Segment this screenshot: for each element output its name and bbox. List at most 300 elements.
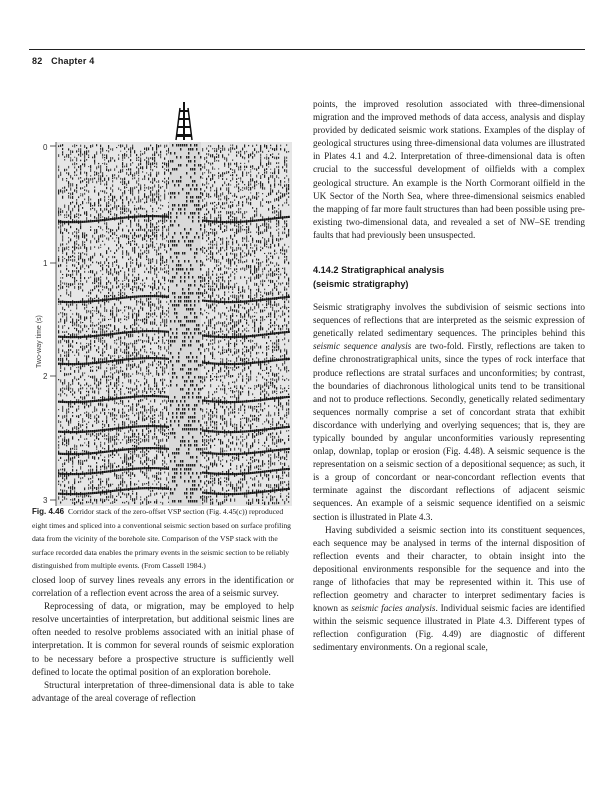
trace-mark: [96, 433, 97, 436]
trace-mark: [140, 187, 141, 189]
trace-mark: [132, 421, 133, 423]
trace-mark: [136, 243, 137, 245]
trace-mark: [118, 328, 119, 331]
trace-mark: [218, 397, 219, 399]
trace-mark: [68, 249, 69, 250]
trace-mark: [156, 316, 157, 317]
trace-mark: [132, 343, 133, 346]
trace-mark: [206, 339, 207, 341]
trace-mark: [160, 391, 161, 394]
trace-mark: [102, 355, 103, 357]
trace-mark: [154, 334, 155, 336]
trace-mark: [210, 384, 211, 387]
trace-mark: [204, 166, 205, 169]
trace-mark: [124, 319, 125, 321]
trace-mark: [222, 238, 223, 241]
trace-mark: [206, 373, 207, 375]
header-rule: [29, 49, 585, 50]
trace-mark: [118, 247, 119, 249]
trace-mark: [118, 280, 119, 281]
trace-mark: [244, 187, 245, 189]
trace-mark: [246, 312, 247, 314]
trace-mark: [214, 148, 215, 149]
trace-mark: [122, 373, 123, 376]
trace-mark: [118, 361, 119, 364]
trace-mark: [122, 145, 123, 147]
trace-mark: [244, 256, 245, 257]
trace-mark: [132, 457, 133, 460]
trace-mark: [88, 154, 89, 155]
trace-mark: [240, 292, 241, 293]
trace-mark: [116, 237, 117, 238]
trace-mark: [208, 451, 209, 452]
trace-mark: [134, 421, 135, 423]
trace-mark: [92, 328, 93, 330]
trace-mark: [134, 453, 135, 454]
trace-mark: [266, 496, 267, 498]
trace-mark: [244, 276, 245, 278]
trace-mark: [90, 199, 91, 201]
trace-mark: [60, 424, 61, 427]
trace-mark: [114, 261, 115, 263]
trace-mark: [128, 375, 129, 377]
trace-mark: [210, 379, 211, 381]
trace-mark: [130, 429, 131, 431]
trace-mark: [250, 420, 251, 422]
trace-mark: [126, 472, 127, 475]
trace-mark: [76, 319, 77, 322]
trace-mark: [150, 240, 151, 242]
trace-mark: [76, 313, 77, 316]
trace-mark: [156, 385, 157, 388]
trace-mark: [74, 157, 75, 158]
trace-mark: [262, 165, 263, 168]
trace-mark: [250, 291, 251, 294]
trace-mark: [210, 496, 211, 498]
trace-mark: [132, 346, 133, 347]
trace-mark: [64, 367, 65, 370]
trace-mark: [222, 231, 223, 233]
trace-mark: [244, 144, 245, 147]
trace-mark: [218, 265, 219, 266]
trace-mark: [130, 168, 131, 170]
trace-mark: [88, 501, 89, 502]
trace-mark: [208, 370, 209, 372]
trace-mark: [204, 252, 205, 254]
trace-mark: [108, 441, 109, 443]
trace-mark: [76, 235, 77, 237]
trace-mark: [72, 313, 73, 314]
trace-mark: [238, 448, 239, 450]
trace-mark: [154, 493, 155, 496]
trace-mark: [208, 331, 209, 334]
trace-mark: [240, 154, 241, 157]
trace-mark: [204, 190, 205, 192]
trace-mark: [230, 442, 231, 444]
trace-mark: [106, 385, 107, 387]
trace-mark: [272, 294, 273, 296]
trace-mark: [72, 321, 73, 324]
trace-mark: [112, 367, 113, 370]
trace-mark: [148, 163, 149, 165]
trace-mark: [258, 228, 259, 231]
trace-mark: [270, 234, 271, 237]
trace-mark: [252, 247, 253, 248]
trace-mark: [154, 247, 155, 248]
trace-mark: [118, 475, 119, 476]
trace-mark: [260, 387, 261, 390]
trace-mark: [164, 466, 165, 467]
trace-mark: [80, 286, 81, 289]
trace-mark: [222, 396, 223, 397]
trace-mark: [110, 346, 111, 349]
trace-mark: [220, 379, 221, 381]
trace-mark: [142, 303, 143, 305]
trace-mark: [158, 336, 159, 338]
trace-mark: [236, 457, 237, 460]
trace-mark: [124, 481, 125, 483]
trace-mark: [152, 223, 153, 225]
trace-mark: [148, 262, 149, 264]
trace-mark: [90, 403, 91, 406]
trace-mark: [94, 378, 95, 381]
trace-mark: [140, 298, 141, 299]
trace-mark: [100, 178, 101, 180]
trace-mark: [68, 283, 69, 285]
trace-mark: [104, 301, 105, 303]
trace-mark: [234, 397, 235, 398]
trace-mark: [262, 454, 263, 456]
trace-mark: [266, 240, 267, 243]
trace-mark: [160, 304, 161, 307]
trace-mark: [244, 196, 245, 197]
trace-mark: [160, 187, 161, 189]
trace-mark: [232, 159, 233, 161]
trace-mark: [58, 351, 59, 353]
trace-mark: [238, 304, 239, 307]
trace-mark: [162, 451, 163, 453]
trace-mark: [164, 472, 165, 474]
trace-mark: [134, 244, 135, 245]
trace-mark: [70, 457, 71, 460]
trace-mark: [132, 439, 133, 441]
trace-mark: [120, 223, 121, 225]
trace-mark: [84, 384, 85, 385]
trace-mark: [228, 205, 229, 208]
trace-mark: [150, 420, 151, 423]
trace-mark: [132, 286, 133, 288]
trace-mark: [166, 493, 167, 494]
trace-mark: [202, 292, 203, 294]
trace-mark: [122, 178, 123, 180]
trace-mark: [136, 423, 137, 424]
trace-mark: [268, 456, 269, 457]
trace-mark: [108, 288, 109, 291]
trace-mark: [154, 166, 155, 167]
trace-mark: [236, 253, 237, 256]
trace-mark: [102, 424, 103, 426]
trace-mark: [224, 313, 225, 316]
trace-mark: [122, 421, 123, 424]
trace-mark: [110, 295, 111, 296]
trace-mark: [228, 171, 229, 173]
trace-mark: [226, 328, 227, 331]
trace-mark: [86, 316, 87, 319]
trace-mark: [224, 435, 225, 437]
trace-mark: [80, 495, 81, 496]
trace-mark: [224, 225, 225, 226]
trace-mark: [62, 282, 63, 283]
trace-mark: [228, 291, 229, 292]
trace-mark: [206, 259, 207, 261]
trace-mark: [160, 502, 161, 503]
trace-mark: [138, 274, 139, 276]
trace-mark: [104, 208, 105, 211]
trace-mark: [138, 390, 139, 392]
trace-mark: [124, 309, 125, 311]
trace-mark: [74, 247, 75, 250]
trace-mark: [254, 168, 255, 170]
trace-mark: [138, 313, 139, 316]
trace-mark: [154, 360, 155, 361]
trace-mark: [126, 187, 127, 188]
trace-mark: [106, 499, 107, 501]
trace-mark: [82, 397, 83, 400]
trace-mark: [134, 436, 135, 437]
trace-mark: [160, 255, 161, 258]
trace-mark: [96, 309, 97, 312]
trace-mark: [234, 405, 235, 408]
trace-mark: [126, 151, 127, 152]
trace-mark: [162, 339, 163, 342]
trace-mark: [74, 171, 75, 173]
trace-mark: [68, 205, 69, 207]
trace-mark: [110, 229, 111, 232]
trace-mark: [128, 379, 129, 382]
trace-mark: [104, 468, 105, 470]
trace-mark: [260, 406, 261, 407]
trace-mark: [250, 465, 251, 468]
trace-mark: [256, 268, 257, 271]
trace-mark: [76, 324, 77, 326]
trace-mark: [214, 445, 215, 446]
trace-mark: [244, 367, 245, 369]
trace-mark: [100, 498, 101, 501]
trace-mark: [224, 250, 225, 252]
trace-mark: [146, 439, 147, 442]
trace-mark: [128, 459, 129, 460]
trace-mark: [262, 183, 263, 186]
trace-mark: [208, 273, 209, 275]
trace-mark: [96, 217, 97, 219]
trace-mark: [80, 256, 81, 259]
trace-mark: [210, 232, 211, 233]
trace-mark: [134, 355, 135, 357]
trace-mark: [226, 159, 227, 161]
trace-mark: [134, 187, 135, 190]
trace-mark: [270, 201, 271, 202]
trace-mark: [262, 423, 263, 424]
trace-mark: [218, 225, 219, 227]
trace-mark: [144, 340, 145, 341]
trace-mark: [122, 169, 123, 172]
trace-mark: [208, 280, 209, 282]
trace-mark: [234, 234, 235, 236]
trace-mark: [88, 310, 89, 312]
trace-mark: [260, 247, 261, 248]
trace-mark: [238, 204, 239, 206]
trace-mark: [146, 219, 147, 222]
trace-mark: [156, 382, 157, 385]
trace-mark: [262, 231, 263, 234]
trace-mark: [152, 267, 153, 269]
trace-mark: [262, 268, 263, 269]
trace-mark: [164, 219, 165, 222]
trace-mark: [212, 463, 213, 466]
trace-mark: [108, 216, 109, 218]
trace-mark: [204, 349, 205, 352]
trace-mark: [248, 286, 249, 288]
trace-mark: [74, 231, 75, 233]
trace-mark: [254, 477, 255, 480]
trace-mark: [212, 411, 213, 414]
trace-mark: [84, 346, 85, 349]
trace-mark: [80, 502, 81, 505]
trace-mark: [138, 253, 139, 256]
trace-mark: [268, 220, 269, 222]
trace-mark: [238, 394, 239, 397]
trace-mark: [132, 354, 133, 356]
trace-mark: [236, 324, 237, 326]
trace-mark: [72, 486, 73, 489]
trace-mark: [150, 501, 151, 502]
trace-mark: [210, 256, 211, 258]
trace-mark: [84, 355, 85, 356]
trace-mark: [136, 313, 137, 316]
trace-mark: [210, 478, 211, 479]
trace-mark: [204, 433, 205, 436]
trace-mark: [82, 243, 83, 246]
trace-mark: [130, 159, 131, 161]
trace-mark: [152, 339, 153, 341]
trace-mark: [148, 501, 149, 504]
trace-mark: [88, 441, 89, 444]
trace-mark: [254, 250, 255, 253]
trace-mark: [156, 388, 157, 390]
trace-mark: [220, 481, 221, 483]
trace-mark: [100, 403, 101, 406]
trace-mark: [258, 328, 259, 331]
trace-mark: [80, 187, 81, 189]
trace-mark: [158, 253, 159, 255]
trace-mark: [240, 418, 241, 420]
trace-mark: [156, 267, 157, 270]
trace-mark: [108, 484, 109, 487]
trace-mark: [242, 418, 243, 419]
trace-mark: [100, 205, 101, 207]
trace-mark: [246, 240, 247, 242]
trace-mark: [134, 348, 135, 351]
trace-mark: [212, 475, 213, 476]
trace-mark: [60, 225, 61, 228]
trace-mark: [140, 354, 141, 357]
trace-mark: [226, 366, 227, 369]
trace-mark: [88, 328, 89, 329]
trace-mark: [252, 418, 253, 420]
trace-mark: [94, 310, 95, 311]
trace-mark: [250, 406, 251, 409]
trace-mark: [214, 210, 215, 213]
trace-mark: [82, 187, 83, 189]
trace-mark: [226, 211, 227, 213]
trace-mark: [128, 346, 129, 348]
trace-mark: [260, 391, 261, 392]
trace-mark: [118, 237, 119, 240]
trace-mark: [60, 358, 61, 360]
trace-mark: [228, 262, 229, 265]
trace-mark: [128, 343, 129, 345]
trace-mark: [128, 474, 129, 476]
trace-mark: [252, 423, 253, 425]
trace-mark: [130, 436, 131, 438]
trace-mark: [78, 213, 79, 215]
trace-mark: [130, 420, 131, 423]
trace-mark: [74, 253, 75, 255]
trace-mark: [152, 289, 153, 291]
trace-mark: [160, 243, 161, 245]
trace-mark: [104, 184, 105, 186]
trace-mark: [90, 502, 91, 503]
trace-mark: [222, 157, 223, 158]
trace-mark: [238, 223, 239, 225]
trace-mark: [220, 223, 221, 225]
trace-mark: [230, 286, 231, 288]
trace-mark: [62, 259, 63, 262]
trace-mark: [202, 498, 203, 501]
trace-mark: [236, 211, 237, 212]
trace-mark: [166, 310, 167, 311]
trace-mark: [114, 303, 115, 305]
trace-mark: [244, 217, 245, 218]
trace-mark: [96, 285, 97, 287]
trace-mark: [78, 288, 79, 290]
trace-mark: [258, 291, 259, 292]
trace-mark: [100, 175, 101, 178]
trace-mark: [120, 343, 121, 345]
trace-mark: [250, 169, 251, 170]
trace-mark: [58, 265, 59, 267]
trace-mark: [124, 493, 125, 495]
trace-mark: [140, 264, 141, 267]
trace-mark: [102, 396, 103, 399]
trace-mark: [244, 151, 245, 154]
trace-mark: [134, 219, 135, 221]
trace-mark: [72, 178, 73, 180]
trace-mark: [230, 145, 231, 146]
trace-mark: [116, 339, 117, 341]
trace-mark: [116, 352, 117, 354]
trace-mark: [74, 426, 75, 429]
trace-mark: [78, 270, 79, 273]
trace-mark: [64, 484, 65, 487]
trace-mark: [106, 381, 107, 383]
trace-mark: [108, 145, 109, 148]
trace-mark: [234, 273, 235, 274]
trace-mark: [264, 445, 265, 446]
trace-mark: [94, 337, 95, 339]
trace-mark: [256, 409, 257, 412]
trace-mark: [228, 198, 229, 199]
